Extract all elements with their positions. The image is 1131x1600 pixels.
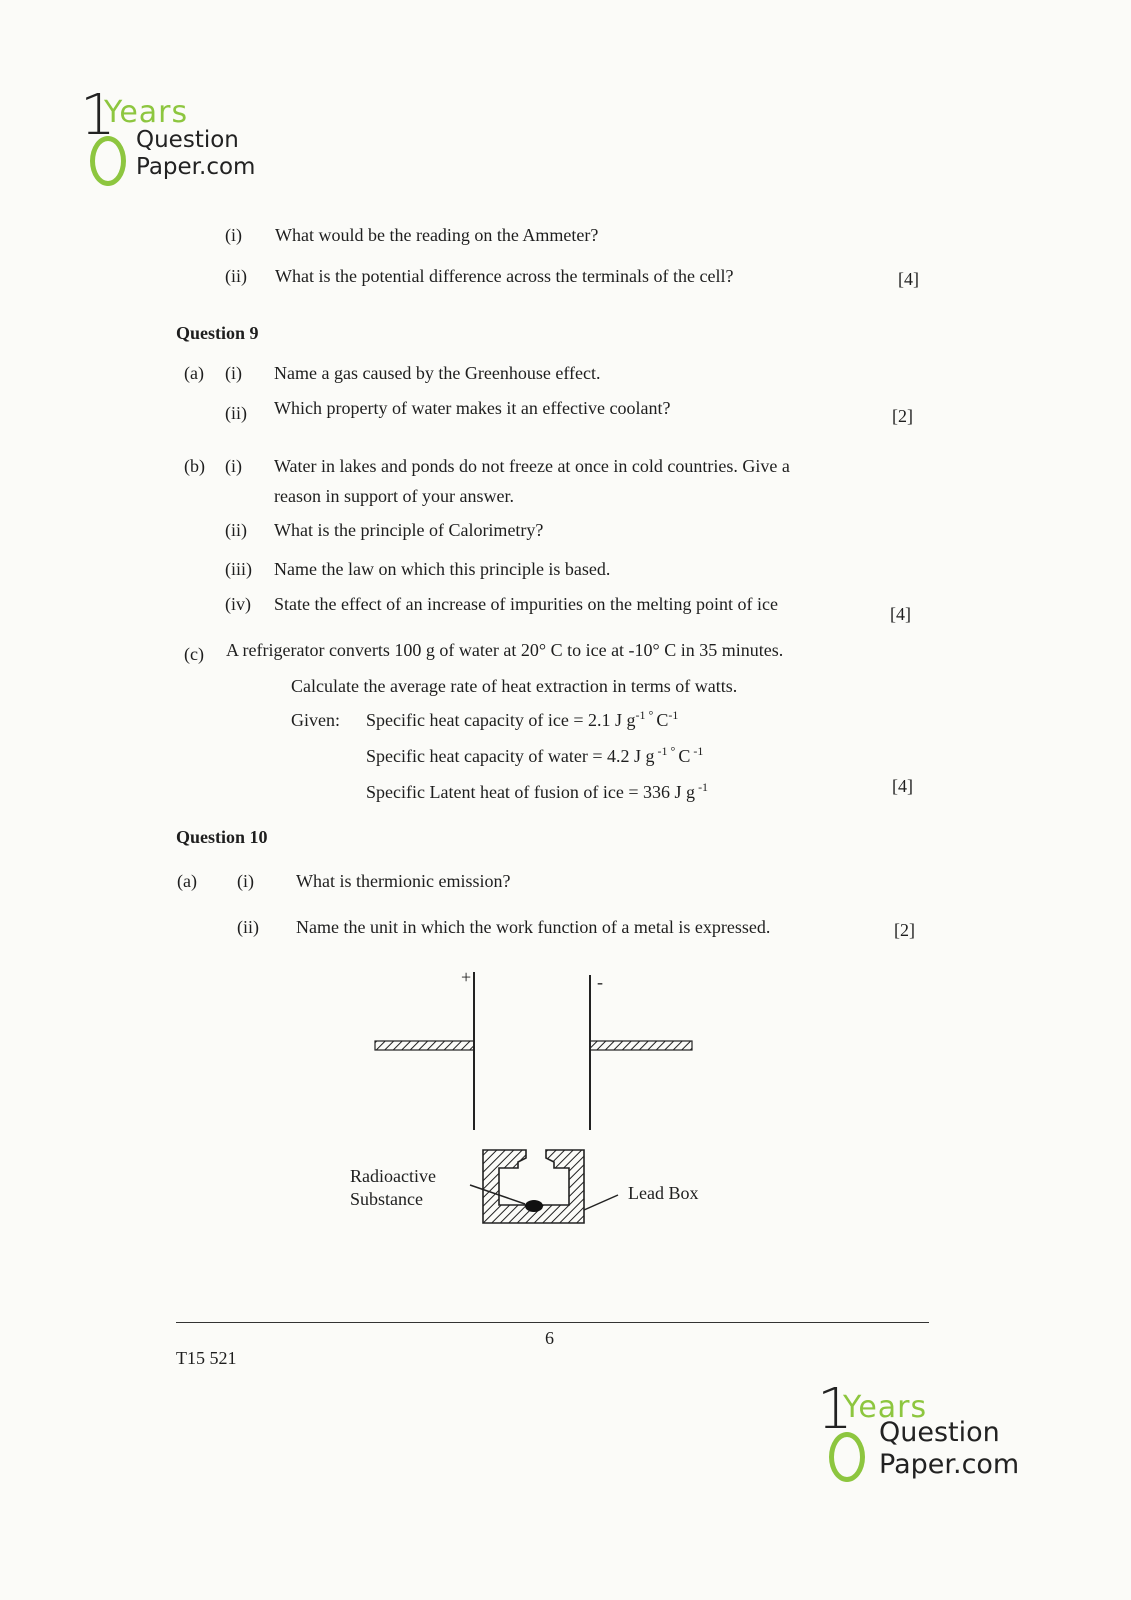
logo-bottom-years: Years (843, 1390, 928, 1425)
logo-bottom-digit-one: 1 (817, 1377, 853, 1442)
logo-question: Question (136, 127, 239, 153)
q9-b-ii-text: What is the principle of Calorimetry? (274, 520, 544, 540)
logo-digit-zero (90, 136, 126, 186)
given-latent-sup: -1 (695, 780, 709, 794)
q10-a-label: (a) (177, 871, 197, 891)
logo-top (80, 83, 270, 188)
q9-a-ii-text: Which property of water makes it an effective coolant? (274, 398, 671, 418)
lead-box (483, 1150, 584, 1223)
label-lead-box: Lead Box (628, 1183, 699, 1203)
q9-b-i-text: Water in lakes and ponds do not freeze at once in cold countries. Give a (274, 456, 790, 476)
q9-c-calc: Calculate the average rate of heat extraction in terms of watts. (291, 676, 738, 696)
q8-marks: [4] (898, 269, 919, 289)
q9-b-ii-num: (ii) (225, 520, 247, 540)
plate-minus-label: - (597, 972, 603, 992)
pointer-lead-box (584, 1195, 618, 1210)
q10-a-ii-num: (ii) (237, 917, 259, 937)
q9-given-latent (366, 781, 708, 803)
q9-b-iv-text: State the effect of an increase of impurities on the melting point of ice (274, 594, 778, 614)
given-ice-text: Specific heat capacity of ice = 2.1 J g (366, 710, 636, 730)
q8-i-num: (i) (225, 225, 242, 245)
q9-a-i-num: (i) (225, 363, 242, 383)
q9-title: Question 9 (176, 323, 259, 343)
logo-paper: Paper.com (136, 154, 256, 180)
logo-digit-one: 1 (80, 83, 116, 148)
logo-bottom (817, 1378, 1027, 1488)
shield-left (375, 1041, 474, 1050)
q8-ii-text: What is the potential difference across the terminals of the cell? (275, 266, 734, 286)
q10-a-i-text: What is thermionic emission? (296, 871, 511, 891)
given-water-text: Specific heat capacity of water = 4.2 J g (366, 746, 655, 766)
q9-b-iii-num: (iii) (225, 559, 252, 579)
logo-bottom-question: Question (879, 1417, 1000, 1448)
q10-title: Question 10 (176, 827, 268, 847)
label-radioactive: Radioactive (350, 1166, 436, 1186)
given-ice-sup2: -1 (668, 708, 679, 722)
q9-c-label: (c) (184, 644, 204, 664)
logo-bottom-digit-zero (829, 1432, 865, 1482)
shield-right (590, 1041, 692, 1050)
q8-ii-num: (ii) (225, 266, 247, 286)
given-ice-unit: C (656, 710, 669, 730)
given-water-unit: C (678, 746, 691, 766)
label-substance: Substance (350, 1189, 423, 1209)
logo-bottom-paper: Paper.com (879, 1449, 1020, 1480)
q9-b-iii-text: Name the law on which this principle is based. (274, 559, 611, 579)
given-water-sup: -1 ° (654, 744, 679, 758)
q8-i-text: What would be the reading on the Ammeter? (275, 225, 599, 245)
q10-a-marks: [2] (894, 920, 915, 940)
q10-a-ii-text: Name the unit in which the work function of a metal is expressed. (296, 917, 771, 937)
q9-given-ice (366, 709, 678, 731)
given-latent-text: Specific Latent heat of fusion of ice = 336 J g (366, 782, 696, 802)
q9-c-text: A refrigerator converts 100 g of water at 20° C to ice at -10° C in 35 minutes. (226, 640, 784, 660)
q10-a-i-num: (i) (237, 871, 254, 891)
q9-a-ii-num: (ii) (225, 403, 247, 423)
plate-plus-label: + (461, 967, 472, 987)
q9-b-label: (b) (184, 456, 205, 476)
q9-b-i-num: (i) (225, 456, 242, 476)
q9-a-marks: [2] (892, 406, 913, 426)
radioactive-source (525, 1200, 543, 1212)
q9-b-i-text2: reason in support of your answer. (274, 486, 514, 506)
q9-c-marks: [4] (892, 776, 913, 796)
given-water-sup2: -1 (690, 744, 704, 758)
q9-a-label: (a) (184, 363, 204, 383)
q9-c-given-label: Given: (291, 710, 340, 730)
footer-rule (176, 1322, 929, 1323)
q9-b-iv-num: (iv) (225, 594, 251, 614)
q9-a-i-text: Name a gas caused by the Greenhouse effect. (274, 363, 601, 383)
q9-given-water (366, 745, 703, 767)
page-number: 6 (545, 1328, 554, 1348)
given-ice-sup: -1 ° (635, 708, 657, 722)
q9-b-marks: [4] (890, 604, 911, 624)
logo-years: Years (104, 95, 189, 130)
paper-code: T15 521 (176, 1348, 237, 1368)
pointer-radioactive (470, 1185, 525, 1204)
